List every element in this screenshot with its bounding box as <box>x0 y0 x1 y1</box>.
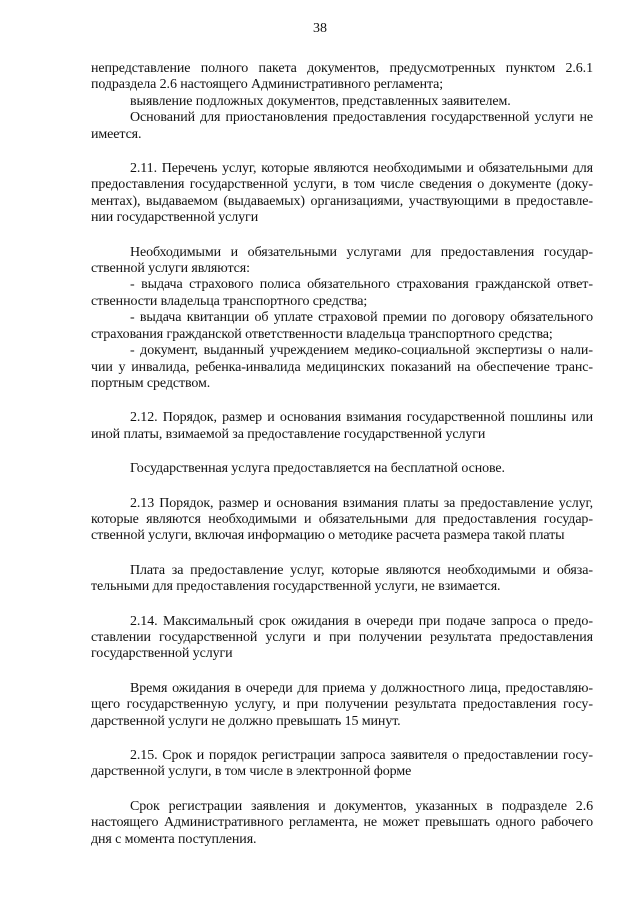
heading-2-12: 2.12. Порядок, размер и основания взимания государственной пошлины или иной платы, взимаемой за предоставление государственной услуги <box>91 410 593 442</box>
paragraph-no-fee: Плата за предоставление услуг, которые являются необходимыми и обязательными для предоставления государственной услуги, не взимается. <box>91 562 593 595</box>
heading-2-14: 2.14. Максимальный срок ожидания в очереди при подаче запроса о предоставлении государственной услуги и при получении результата предоставления государственной услуги <box>91 613 593 662</box>
paragraph-no-suspension: Оснований для приостановления предоставления государственной услуги не имеется. <box>91 110 593 142</box>
list-item-premium-receipt: - выдача квитанции об уплате страховой премии по договору обязательного страхования гражданской ответственности владельца транспортного средства; <box>91 310 593 342</box>
paragraph-required-services: Необходимыми и обязательными услугами для предоставления государственной услуги являются: <box>91 244 593 277</box>
paragraph-registration-term: Срок регистрации заявления и документов, указанных в подразделе 2.6 настоящего Административного регламента, не может превышать одного рабочего дня с момента поступления. <box>91 798 593 847</box>
heading-2-11: 2.11. Перечень услуг, которые являются необходимыми и обязательными для предоставления государственной услуги, в том числе сведения о документе (документах), выдаваемом (выдаваемых) организациями, участвующими в предоставлении государственной услуги <box>91 161 593 226</box>
heading-2-13: 2.13 Порядок, размер и основания взимания платы за предоставление услуг, которые являются необходимыми и обязательными для предоставления государственной услуги, включая информацию о методике расчета размера такой платы <box>91 495 593 544</box>
paragraph-waiting-time: Время ожидания в очереди для приема у должностного лица, предоставляющего государственную услугу, и при получении результата предоставления государственной услуги не должно превышать 15 минут. <box>91 680 593 729</box>
paragraph-free-of-charge: Государственная услуга предоставляется на бесплатной основе. <box>130 461 505 477</box>
paragraph-incomplete-package: непредставление полного пакета документов, предусмотренных пунктом 2.6.1 подраздела 2.6 настоящего Административного регламента; <box>91 61 593 93</box>
heading-2-15: 2.15. Срок и порядок регистрации запроса заявителя о предоставлении государственной услуги, в том числе в электронной форме <box>91 748 593 780</box>
list-item-insurance-policy: - выдача страхового полиса обязательного страхования гражданской ответственности владельца транспортного средства; <box>91 277 593 309</box>
document-body <box>91 61 593 848</box>
paragraph-forged-documents: выявление подложных документов, представленных заявителем. <box>130 93 511 109</box>
list-item-medical-document: - документ, выданный учреждением медико-социальной экспертизы о наличии у инвалида, ребенка-инвалида медицинских показаний на обеспечение транспортным средством. <box>91 343 593 391</box>
page-number: 38 <box>313 21 327 36</box>
